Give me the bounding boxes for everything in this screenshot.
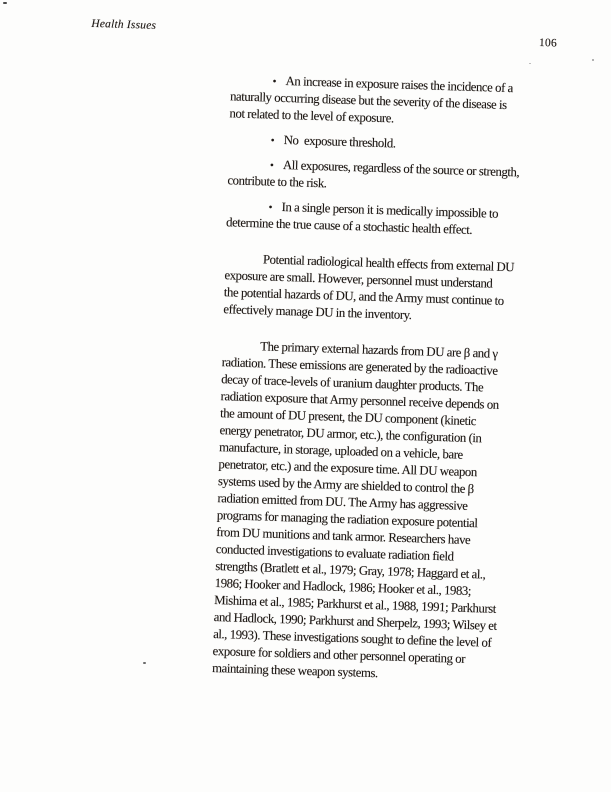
bullet-icon: • — [269, 159, 274, 172]
bullet-item — [226, 197, 561, 241]
text-line: radiation. These emissions are generated by the radioactive — [221, 355, 498, 378]
text-line: penetrator, etc.) and the exposure time. All DU weapon — [218, 457, 478, 480]
text-line: • In a single person it is medically impossible to — [268, 199, 499, 221]
text-line: strengths (Bratlett et al., 1979; Gray, 1978; Haggard et al., — [215, 559, 486, 582]
text-line: • All exposures, regardless of the source or strength, — [269, 157, 520, 180]
text-line: radiation exposure that Army personnel receive depends on — [220, 389, 499, 412]
bullet-icon: • — [272, 75, 277, 88]
bullet-item — [228, 130, 562, 157]
page-number: 106 — [538, 36, 558, 50]
text-line: determine the true cause of a stochastic health effect. — [225, 215, 473, 237]
text-line: The primary external hazards from DU are β and γ — [260, 339, 498, 361]
text-line: 1986; Hooker and Hadlock, 1986; Hooker et al., 1983; — [214, 576, 472, 599]
text-line: and Hadlock, 1990; Parkhurst and Sherpelz, 1993; Wilsey et — [213, 610, 497, 633]
bullet-icon: • — [270, 134, 275, 147]
text-line: energy penetrator, DU armor, etc.), the configuration (in — [219, 423, 482, 446]
text-line: conducted investigations to evaluate radiation field — [215, 542, 454, 564]
text-line: systems used by the Army are shielded to control the β — [217, 474, 474, 497]
text-line: exposure for soldiers and other personnel operating or — [212, 644, 466, 666]
text-line: the potential hazards of DU, and the Army must continue to — [223, 285, 504, 308]
text-line: radiation emitted from DU. The Army has aggressive — [217, 491, 468, 513]
text-line: programs for managing the radiation exposure potential — [216, 508, 478, 531]
text-line: decay of trace-levels of uranium daughter products. The — [220, 372, 484, 395]
text-line: manufacture, in storage, uploaded on a vehicle, bare — [218, 440, 463, 462]
text-line: • An increase in exposure raises the incidence of a — [272, 74, 514, 96]
running-head: Health Issues — [91, 17, 157, 32]
text-line: not related to the level of exposure. — [229, 106, 394, 126]
text-line: effectively manage DU in the inventory. — [223, 302, 412, 323]
bullet-item — [229, 71, 564, 132]
text-line: maintaining these weapon systems. — [211, 660, 378, 681]
text-line: Potential radiological health effects from external DU — [262, 252, 515, 275]
text-line: • No exposure threshold. — [270, 132, 396, 151]
text-line: al., 1993). These investigations sought to define the level of — [212, 627, 492, 650]
bullet-item — [227, 155, 562, 199]
text-line: contribute to the risk. — [227, 173, 327, 191]
scan-speck — [592, 59, 594, 61]
text-line: naturally occurring disease but the severity of the disease is — [229, 89, 507, 112]
scan-speck — [529, 63, 531, 64]
scan-speck — [3, 2, 7, 4]
scan-speck — [143, 662, 146, 664]
body-text — [212, 71, 565, 687]
body-paragraph — [212, 337, 557, 687]
text-line: exposure are small. However, personnel must understand — [224, 268, 493, 291]
text-line: from DU munitions and tank armor. Researchers have — [216, 525, 471, 548]
text-line: Mishima et al., 1985; Parkhurst et al., 1988, 1991; Parkhurst — [214, 593, 497, 616]
text-line: the amount of DU present, the DU component (kinetic — [219, 406, 477, 429]
body-paragraph — [223, 250, 559, 328]
bullet-icon: • — [268, 201, 273, 214]
